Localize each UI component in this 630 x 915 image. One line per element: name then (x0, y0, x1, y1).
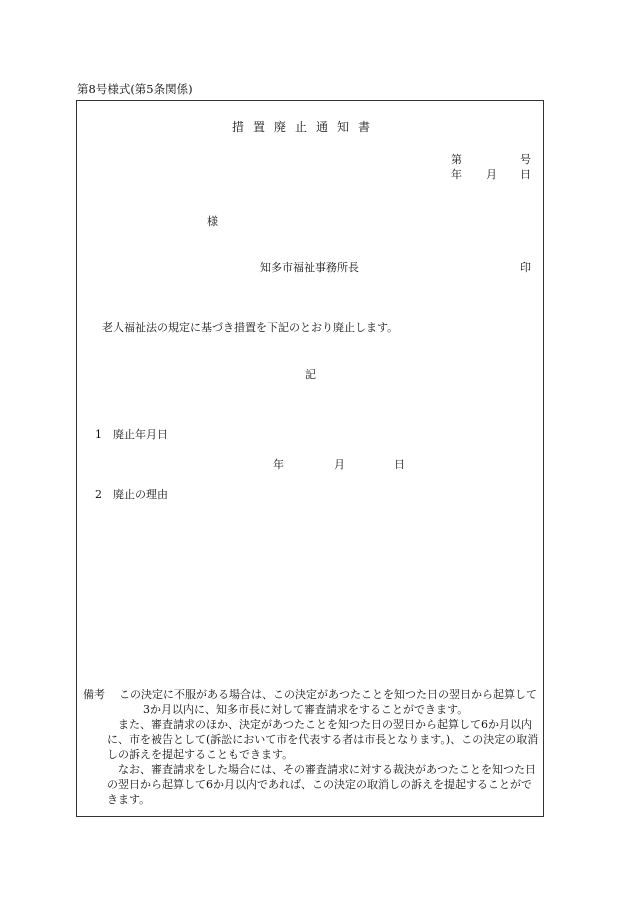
doc-number-dai: 第 (451, 153, 462, 166)
note-text-1: この決定に不服がある場合は、この決定があつたことを知つた日の翌日から起算して3か月以内に、知多市長に対して審査請求をすることができます。 (119, 688, 537, 716)
note-paragraph-1 (83, 687, 541, 717)
body-text: 老人福祉法の規定に基づき措置を下記のとおり廃止します。 (102, 321, 399, 334)
seal-mark: 印 (520, 261, 531, 274)
item-label-abolition-date: 廃止年月日 (113, 428, 168, 441)
notes-label: 備考 (83, 688, 105, 701)
item-number: 1 (95, 428, 102, 441)
note-text-2: また、審査請求のほか、決定があつたことを知つた日の翌日から起算して6か月以内に、市を被告として(訴訟において市を代表する者は市長となります。)、この決定の取消しの訴えを提起することもできます。 (107, 718, 539, 761)
date-year: 年 (451, 168, 462, 181)
abolition-year: 年 (273, 458, 284, 471)
ki-heading: 記 (305, 368, 316, 381)
date-day: 日 (520, 168, 531, 181)
note-paragraph-2 (83, 717, 541, 762)
note-text-3: なお、審査請求をした場合には、その審査請求に対する裁決があつたことを知つた日の翌日から起算して6か月以内であれば、この決定の取消しの訴えを提起することができます。 (107, 763, 536, 806)
recipient-suffix: 様 (207, 215, 218, 228)
item-number: 2 (95, 488, 102, 501)
item-label-abolition-reason: 廃止の理由 (113, 488, 168, 501)
note-paragraph-3 (83, 762, 541, 807)
notes-section (83, 687, 541, 807)
doc-number-go: 号 (520, 153, 531, 166)
note-text (119, 687, 541, 717)
document-title: 措置廃止通知書 (232, 120, 380, 134)
abolition-day: 日 (394, 458, 405, 471)
date-month: 月 (486, 168, 497, 181)
form-number: 第8号様式(第5条関係) (77, 82, 193, 96)
issuer-name: 知多市福祉事務所長 (260, 261, 359, 274)
abolition-month: 月 (334, 458, 345, 471)
